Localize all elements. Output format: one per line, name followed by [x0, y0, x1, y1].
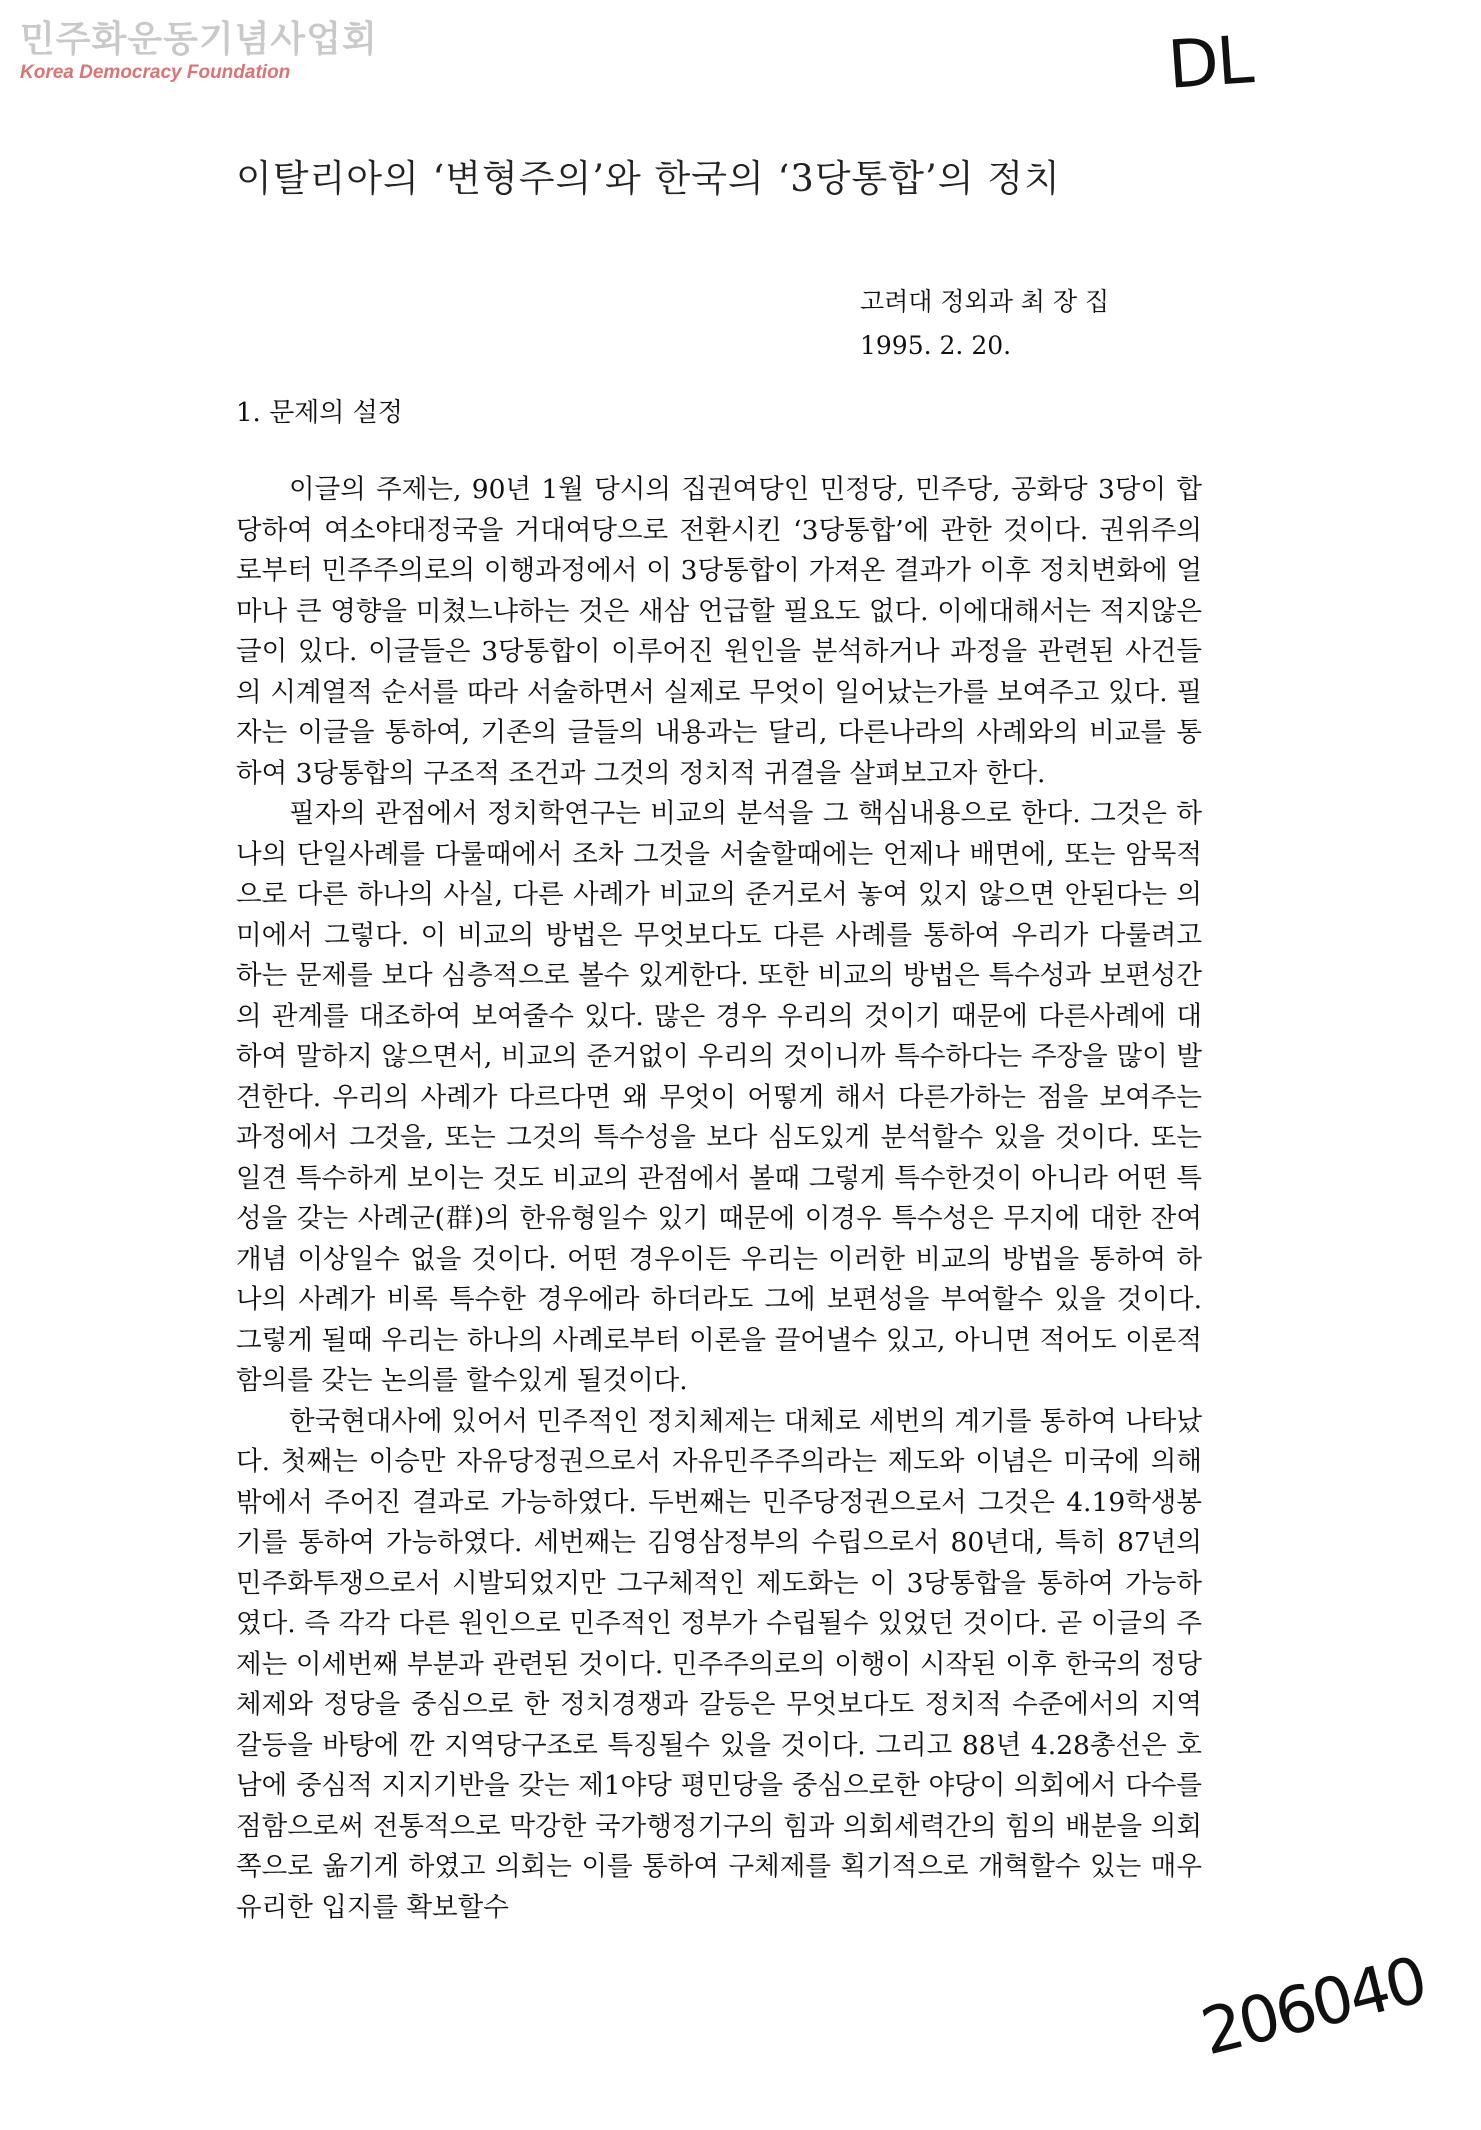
author-block [860, 280, 1109, 368]
paragraph-3: 한국현대사에 있어서 민주적인 정치체제는 대체로 세번의 계기를 통하여 나타났다. 첫째는 이승만 자유당정권으로서 자유민주주의라는 제도와 이념은 미국에 의해 밖에서 주어진 결과로 가능하였다. 두번째는 민주당정권으로서 그것은 4.19학생봉기를 통하여 가능하였다. 세번째는 김영삼정부의 수립으로서 80년대, 특히 87년의 민주화투쟁으로서 시발되었지만 그구체적인 제도화는 이 3당통합을 통하여 가능하였다. 즉 각각 다른 원인으로 민주적인 정부가 수립될수 있었던 것이다. 곧 이글의 주제는 이세번째 부분과 관련된 것이다. 민주주의로의 이행이 시작된 이후 한국의 정당체제와 정당을 중심으로 한 정치경쟁과 갈등은 무엇보다도 정치적 수준에서의 지역갈등을 바탕에 깐 지역당구조로 특징될수 있을 것이다. 그리고 88년 4.28총선은 호남에 중심적 지지기반을 갖는 제1야당 평민당을 중심으로한 야당이 의회에서 다수를 점함으로써 전통적으로 막강한 국가행정기구의 힘과 의회세력간의 힘의 배분을 의회쪽으로 옮기게 하였고 의회는 이를 통하여 구체제를 획기적으로 개혁할수 있는 매우 유리한 입지를 확보할수 [236, 1405, 1202, 1923]
author-affiliation: 고려대 정외과 최 장 집 [860, 287, 1110, 316]
paragraph-1: 이글의 주제는, 90년 1월 당시의 집권여당인 민정당, 민주당, 공화당 3당이 합당하여 여소야대정국을 거대여당으로 전환시킨 ‘3당통합’에 관한 것이다. 권위주의로부터 민주주의로의 이행과정에서 이 3당통합이 가져온 결과가 이후 정치변화에 얼마나 큰 영향을 미쳤느냐하는 것은 새삼 언급할 필요도 없다. 이에대해서는 적지않은 글이 있다. 이글들은 3당통합이 이루어진 원인을 분석하거나 과정을 관련된 사건들의 시계열적 순서를 따라 서술하면서 실제로 무엇이 일어났는가를 보여주고 있다. 필자는 이글을 통하여, 기존의 글들의 내용과는 달리, 다른나라의 사례와의 비교를 통하여 3당통합의 구조적 조건과 그것의 정치적 귀결을 살펴보고자 한다. [236, 474, 1202, 789]
handwritten-document-number: 206040 [1194, 1943, 1432, 2071]
paragraph-2: 필자의 관점에서 정치학연구는 비교의 분석을 그 핵심내용으로 한다. 그것은 하나의 단일사례를 다룰때에서 조차 그것을 서술할때에는 언제나 배면에, 또는 암묵적으로 다른 하나의 사실, 다른 사례가 비교의 준거로서 놓여 있지 않으면 안된다는 의미에서 그렇다. 이 비교의 방법은 무엇보다도 다른 사례를 통하여 우리가 다룰려고 하는 문제를 보다 심층적으로 볼수 있게한다. 또한 비교의 방법은 특수성과 보편성간의 관계를 대조하여 보여줄수 있다. 많은 경우 우리의 것이기 때문에 다른사례에 대하여 말하지 않으면서, 비교의 준거없이 우리의 것이니까 특수하다는 주장을 많이 발견한다. 우리의 사례가 다르다면 왜 무엇이 어떻게 해서 다른가하는 점을 보여주는 과정에서 그것을, 또는 그것의 특수성을 보다 심도있게 분석할수 있을 것이다. 또는 일견 특수하게 보이는 것도 비교의 관점에서 볼때 그렇게 특수한것이 아니라 어떤 특성을 갖는 사례군(群)의 한유형일수 있기 때문에 이경우 특수성은 무지에 대한 잔여개념 이상일수 없을 것이다. 어떤 경우이든 우리는 이러한 비교의 방법을 통하여 하나의 사례가 비록 특수한 경우에라 하더라도 그에 보편성을 부여할수 있을 것이다. 그렇게 될때 우리는 하나의 사례로부터 이론을 끌어낼수 있고, 아니면 적어도 이론적 함의를 갖는 논의를 할수있게 될것이다. [236, 798, 1202, 1396]
document-title: 이탈리아의 ‘변형주의’와 한국의 ‘3당통합’의 정치 [236, 157, 1061, 200]
document-date: 1995. 2. 20. [860, 331, 1012, 360]
section-heading: 1. 문제의 설정 [236, 398, 403, 428]
watermark-logo [20, 20, 378, 84]
watermark-english-text: Korea Democracy Foundation [20, 62, 291, 83]
watermark-korean-text: 민주화운동기념사업회 [20, 19, 378, 60]
body-text [236, 470, 1202, 1928]
handwritten-corner-mark: DL [1165, 21, 1255, 104]
